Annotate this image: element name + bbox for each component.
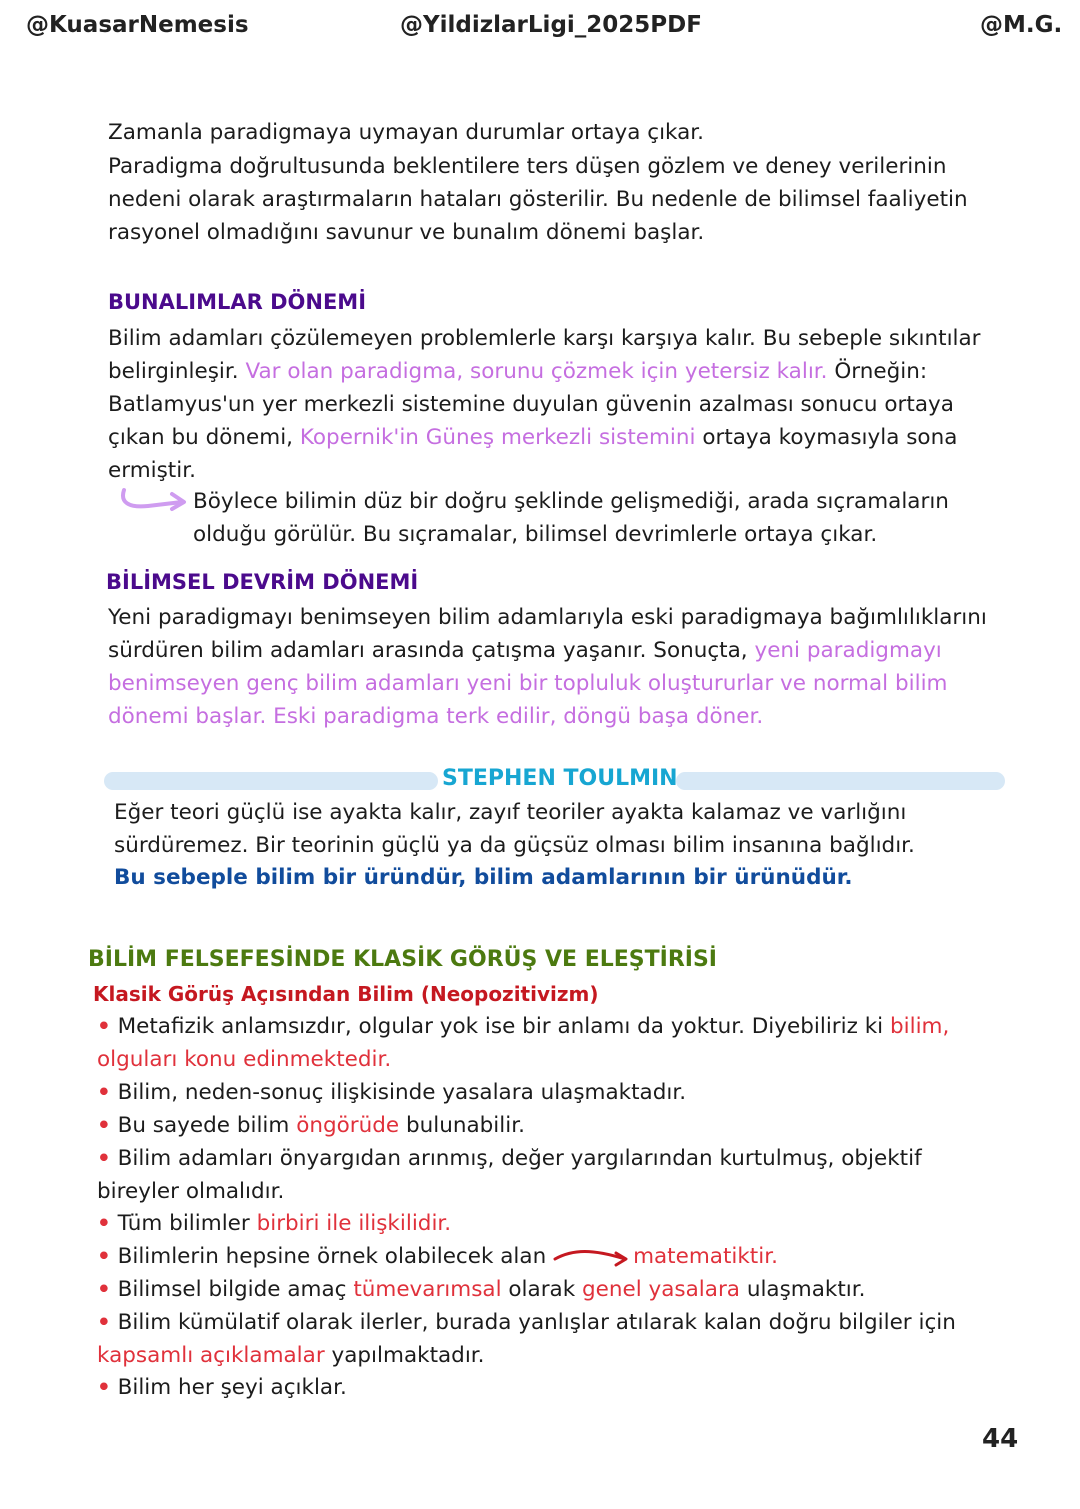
klasik-title: BİLİM FELSEFESİNDE KLASİK GÖRÜŞ VE ELEŞTİRİSİ (88, 947, 717, 972)
list-item (97, 1273, 977, 1306)
list-item (97, 1076, 977, 1109)
list-item-text: Bilim her şeyi açıklar. (117, 1375, 347, 1400)
page-number: 44 (982, 1424, 1019, 1454)
bullet-icon: • (97, 1375, 111, 1400)
list-item-highlight: öngörüde (296, 1113, 400, 1138)
list-item-text: Bilimlerin hepsine örnek olabilecek alan (117, 1244, 547, 1269)
devrim-paragraph (108, 601, 1013, 733)
list-item-text: Bilim, neden-sonuç ilişkisinde yasalara ulaşmaktadır. (117, 1080, 687, 1105)
bunalim-note: Böylece bilimin düz bir doğru şeklinde gelişmediği, arada sıçramaların olduğu görülür. Bu sıçramalar, bilimsel devrimlerle ortaya çıkar. (193, 489, 949, 547)
list-item (97, 1240, 977, 1273)
section-divider-right (676, 772, 1005, 790)
list-item-text: Metafizik anlamsızdır, olgular yok ise bir anlamı da yoktur. Diyebiliriz ki (117, 1014, 890, 1039)
list-item-highlight: bilim, olguları konu edinmektedir. (97, 1014, 950, 1072)
header-right-handle: @M.G. (980, 12, 1063, 38)
list-item-highlight: tümevarımsal (353, 1277, 502, 1302)
bullet-icon: • (97, 1310, 111, 1335)
list-item (97, 1371, 977, 1404)
curved-arrow-icon (118, 486, 190, 516)
toulmin-title: STEPHEN TOULMIN (442, 766, 678, 791)
bunalim-paragraph (108, 322, 1013, 487)
bunalim-text-3: ortaya koymasıyla sona ermiştir. (108, 425, 958, 483)
bunalim-title: BUNALIMLAR DÖNEMİ (108, 290, 367, 314)
bullet-icon: • (97, 1211, 111, 1236)
list-item (97, 1142, 977, 1208)
bullet-icon: • (97, 1244, 111, 1269)
list-item (97, 1207, 977, 1240)
bunalim-text-1: Bilim adamları çözülemeyen problemlerle karşı karşıya kalır. Bu sebeple sıkıntılar belirginleşir. (108, 326, 981, 384)
header-center-handle: @YildizlarLigi_2025PDF (400, 12, 702, 38)
devrim-text-1: Yeni paradigmayı benimseyen bilim adamlarıyla eski paradigmaya bağımlılıklarını sürdüren bilim adamları arasında çatışma yaşanır. Sonuçta, (108, 605, 987, 663)
list-item-text: bulunabilir. (399, 1113, 525, 1138)
toulmin-paragraph: Eğer teori güçlü ise ayakta kalır, zayıf teoriler ayakta kalamaz ve varlığını sürdüremez. Bir teorinin güçlü ya da güçsüz olması bilim insanına bağlıdır. (114, 800, 915, 858)
bunalim-highlight-1: Var olan paradigma, sorunu çözmek için yetersiz kalır. (245, 359, 828, 384)
header-left-handle: @KuasarNemesis (26, 12, 249, 38)
bullet-icon: • (97, 1080, 111, 1105)
list-item-highlight: genel yasalara (582, 1277, 740, 1302)
devrim-highlight-1: yeni paradigmayı benimseyen genç bilim adamları yeni bir topluluk oluştururlar ve normal bilim dönemi başlar. Eski paradigma terk edilir, döngü başa döner. (108, 638, 948, 729)
list-item-text: olarak (501, 1277, 582, 1302)
list-item (97, 1306, 977, 1372)
bunalim-highlight-2: Kopernik'in Güneş merkezli sistemini (299, 425, 696, 450)
bullet-icon: • (97, 1277, 111, 1302)
list-item-text: Bilim adamları önyargıdan arınmış, değer yargılarından kurtulmuş, objektif bireyler olmalıdır. (97, 1146, 922, 1204)
list-item-highlight: kapsamlı açıklamalar (97, 1343, 325, 1368)
list-item-text: yapılmaktadır. (324, 1343, 485, 1368)
list-item (97, 1109, 977, 1142)
list-item (97, 1010, 977, 1076)
list-item-text: ulaşmaktır. (739, 1277, 866, 1302)
toulmin-conclusion: Bu sebeple bilim bir üründür, bilim adamlarının bir ürünüdür. (114, 865, 853, 890)
list-item-highlight: matematiktir. (633, 1244, 778, 1269)
list-item-highlight: birbiri ile ilişkilidir. (256, 1211, 452, 1236)
devrim-title: BİLİMSEL DEVRİM DÖNEMİ (106, 570, 419, 594)
klasik-subtitle: Klasik Görüş Açısından Bilim (Neopozitivizm) (93, 982, 599, 1006)
list-item-text: Bilimsel bilgide amaç (117, 1277, 354, 1302)
bullet-icon: • (97, 1014, 111, 1039)
intro-line-1: Zamanla paradigmaya uymayan durumlar ortaya çıkar. (108, 120, 704, 145)
section-divider-left (104, 772, 438, 790)
arrow-right-icon (553, 1247, 633, 1267)
bullet-icon: • (97, 1113, 111, 1138)
list-item-text: Bu sayede bilim (117, 1113, 297, 1138)
list-item-text: Tüm bilimler (117, 1211, 257, 1236)
list-item-text: Bilim kümülatif olarak ilerler, burada yanlışlar atılarak kalan doğru bilgiler için (117, 1310, 956, 1335)
intro-paragraph: Paradigma doğrultusunda beklentilere ters düşen gözlem ve deney verilerinin nedeni olarak araştırmaların hataları gösterilir. Bu nedenle de bilimsel faaliyetin rasyonel olmadığını savunur ve bunalım dönemi başlar. (108, 154, 968, 245)
bullet-icon: • (97, 1146, 111, 1171)
bunalim-text-2: Örneğin: Batlamyus'un yer merkezli sistemine duyulan güvenin azalması sonucu ortaya çıkan bu dönemi, (108, 359, 954, 450)
